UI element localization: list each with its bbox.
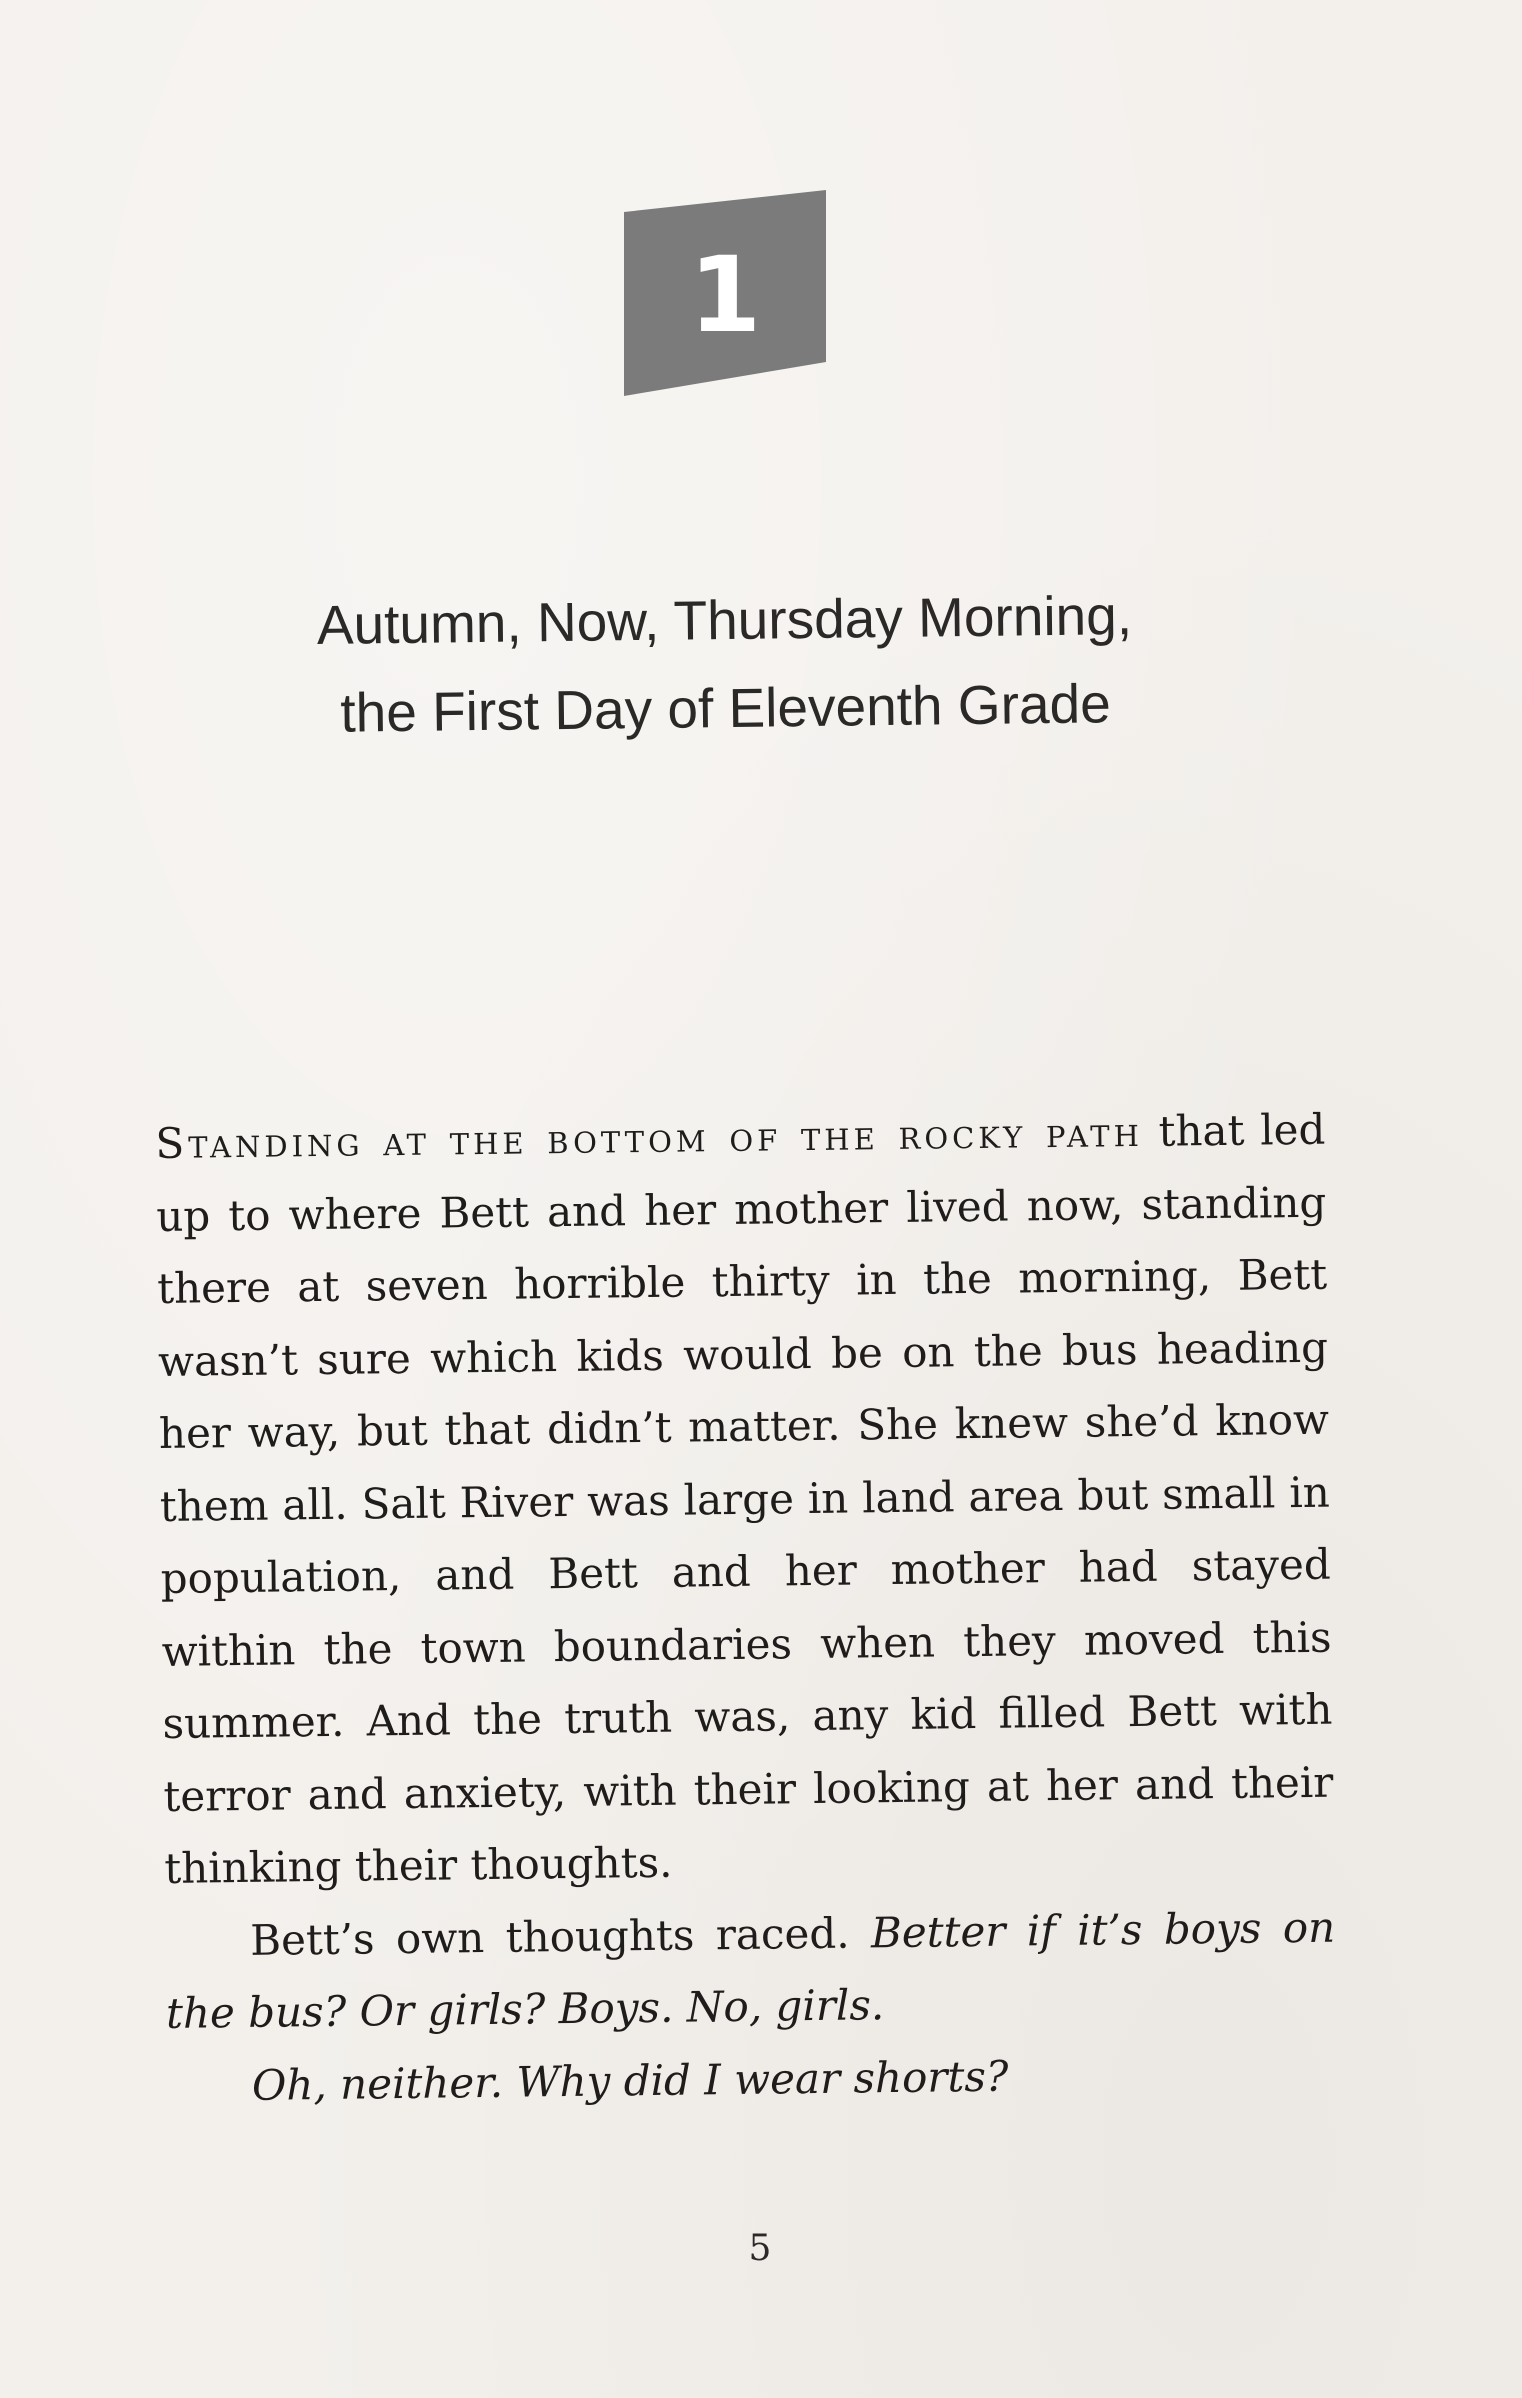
opening-small-caps: Standing at the bottom of the rocky path <box>155 1106 1144 1168</box>
chapter-title <box>199 570 1251 759</box>
chapter-body <box>155 1094 1337 2123</box>
page-number: 5 <box>748 2228 772 2269</box>
chapter-number: 1 <box>688 234 762 356</box>
paragraph-1 <box>155 1094 1335 1906</box>
paragraph-1-text: that led up to where Bett and her mother lived now, standing there at seven horrible thirty in the morning, Bett wasn’t sure which kids would be on the bus heading her way, but that didn’t matter. She knew she’d know them all. Salt River was large in land area but small in population, and Bett and her mother had stayed within the town boundaries when they moved this summer. And the truth was, any kid filled Bett with terror and anxiety, with their looking at her and their thinking their thoughts. <box>156 1104 1334 1893</box>
paragraph-2-italic-thoughts: Better if it’s boys on the bus? Or girls? Boys. No, girls. <box>165 1902 1336 2038</box>
paragraph-3 <box>167 2036 1338 2123</box>
chapter-title-line-1: Autumn, Now, Thursday Morning, <box>316 584 1133 656</box>
chapter-title-line-2: the First Day of Eleventh Grade <box>340 672 1112 744</box>
paragraph-3-italic-thoughts: Oh, neither. Why did I wear shorts? <box>251 2051 1009 2110</box>
paragraph-2-text: Bett’s own thoughts raced. <box>249 1907 872 1965</box>
chapter-number-badge <box>624 190 826 396</box>
paragraph-2 <box>165 1891 1337 2050</box>
